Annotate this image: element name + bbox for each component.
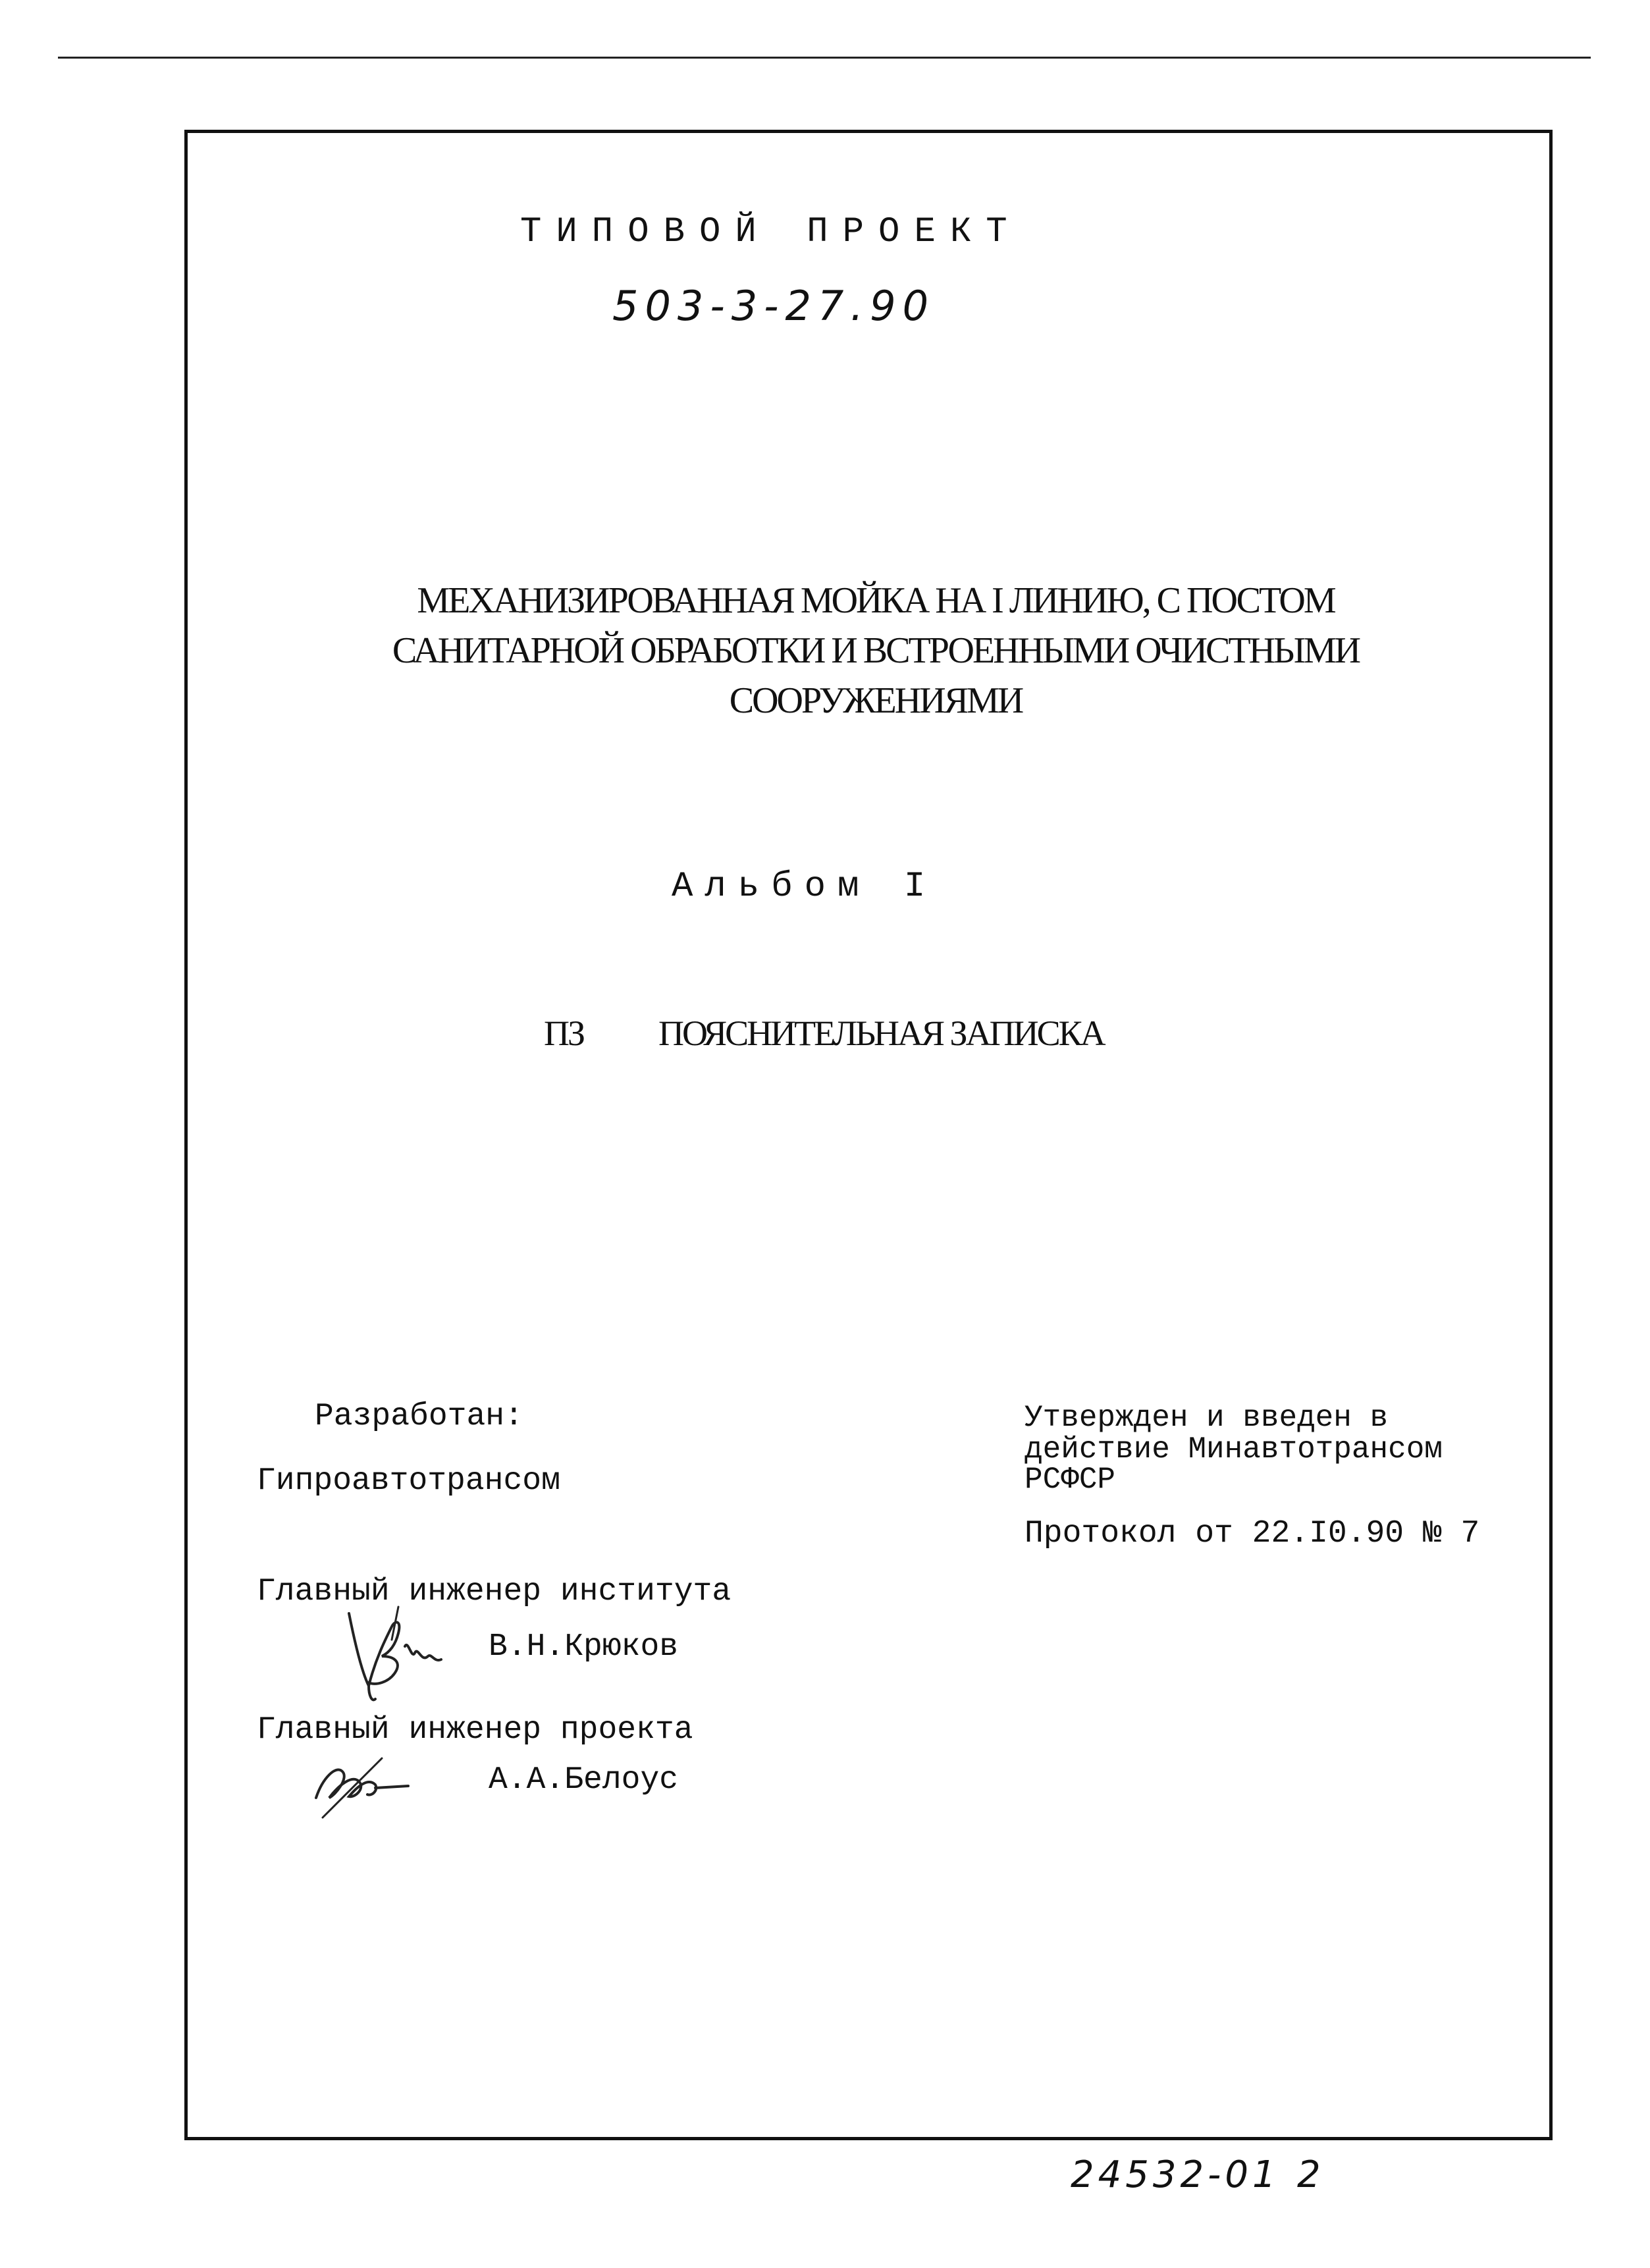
chief-engineer-project-name: А.А.Белоус [489, 1762, 679, 1798]
approval-line-1: Утвержден и введен в [1025, 1401, 1389, 1435]
section-code: ПЗ [544, 1013, 584, 1053]
footer-page-number: 2 [1297, 2153, 1321, 2196]
chief-engineer-institute-title: Главный инженер института [257, 1574, 732, 1609]
title-line-2: САНИТАРНОЙ ОБРАБОТКИ И ВСТРОЕННЫМИ ОЧИСТНЫМИ [392, 630, 1360, 671]
chief-engineer-institute-name: В.Н.Крюков [489, 1629, 679, 1665]
top-divider [58, 57, 1591, 59]
title-line-3: СООРУЖЕНИЯМИ [729, 680, 1023, 721]
project-type-heading: ТИПОВОЙ ПРОЕКТ [520, 212, 1022, 252]
signature-belous [303, 1739, 421, 1824]
signature-kryukov [329, 1600, 461, 1706]
approval-line-2: действие Минавтотрансом [1025, 1432, 1443, 1467]
developer-org: Гипроавтотрансом [257, 1463, 560, 1499]
section-name: ПОЯСНИТЕЛЬНАЯ ЗАПИСКА [658, 1013, 1104, 1053]
title-line-1: МЕХАНИЗИРОВАННАЯ МОЙКА НА I ЛИНИЮ, С ПОСТОМ [417, 580, 1335, 621]
approval-line-3: РСФСР [1025, 1463, 1116, 1497]
project-number: 503-3-27.90 [612, 282, 936, 330]
footer-doc-code: 24532-01 [1071, 2153, 1280, 2196]
developer-label: Разработан: [315, 1399, 523, 1434]
album-label: Альбом I [672, 867, 938, 907]
document-frame [184, 130, 1553, 2140]
chief-engineer-project-title: Главный инженер проекта [257, 1712, 693, 1748]
approval-protocol: Протокол от 22.I0.90 № 7 [1025, 1516, 1480, 1552]
